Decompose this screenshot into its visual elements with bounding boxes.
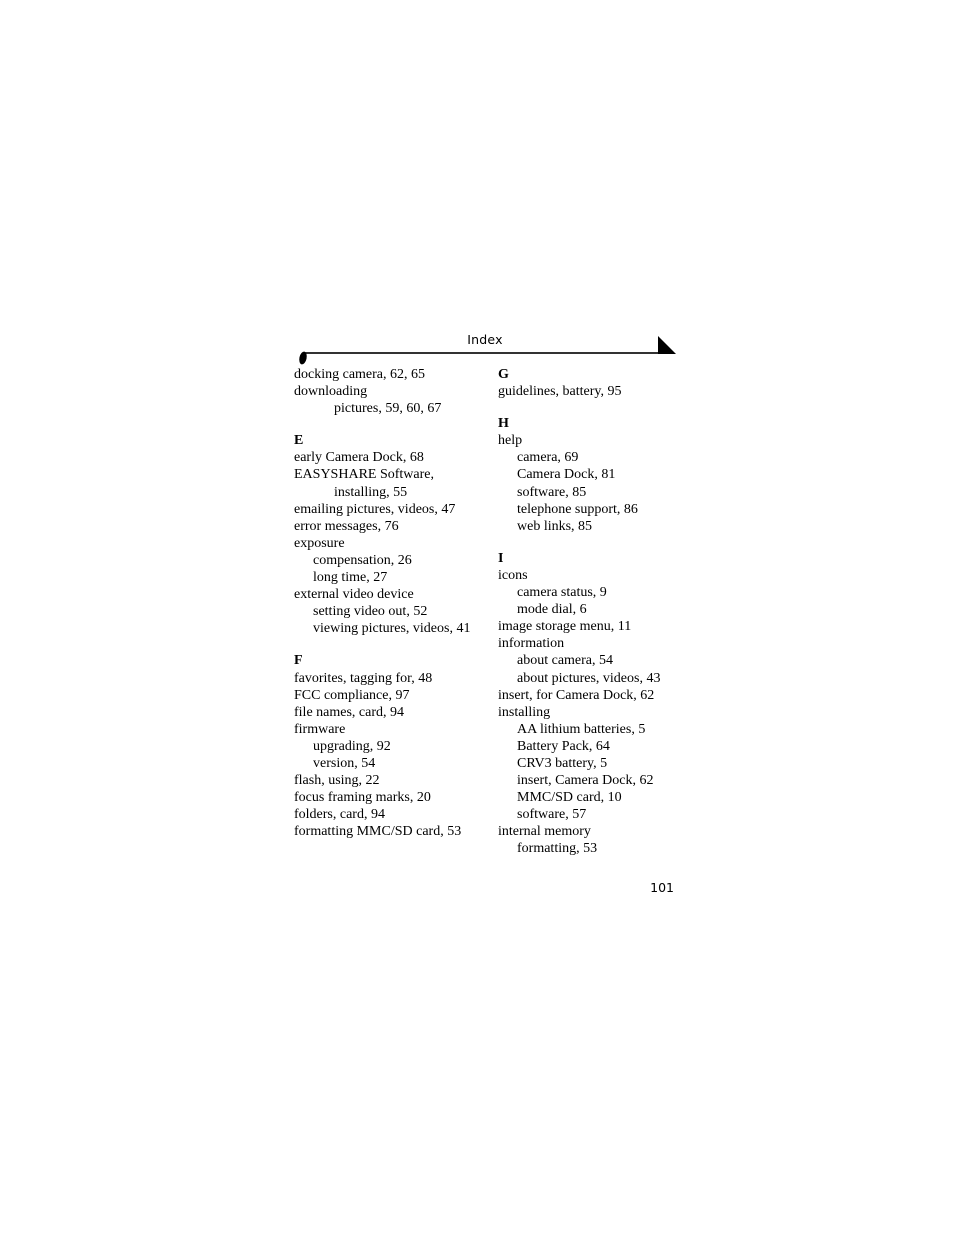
- index-entry: guidelines, battery, 95: [498, 384, 622, 400]
- index-subentry: pictures, 59, 60, 67: [334, 401, 442, 417]
- index-subentry: camera status, 9: [517, 585, 607, 601]
- page-number: 101: [650, 880, 674, 895]
- index-entry: file names, card, 94: [294, 704, 405, 720]
- section-letter: G: [498, 367, 509, 382]
- index-subentry: CRV3 battery, 5: [517, 755, 608, 771]
- index-entry: docking camera, 62, 65: [294, 367, 426, 382]
- index-subentry: insert, Camera Dock, 62: [517, 773, 654, 789]
- index-subentry: formatting, 53: [517, 841, 598, 857]
- index-subentry: camera, 69: [517, 450, 579, 466]
- index-subentry: MMC/SD card, 10: [517, 790, 622, 806]
- index-entry: external video device: [294, 587, 414, 603]
- index-entry: installing: [498, 704, 551, 720]
- index-entry: formatting MMC/SD card, 53: [294, 824, 462, 840]
- index-entry: favorites, tagging for, 48: [294, 670, 433, 686]
- index-entry: EASYSHARE Software,: [294, 467, 434, 483]
- header-rule-line: [303, 352, 658, 354]
- index-entry: exposure: [294, 535, 345, 551]
- index-subentry: about camera, 54: [517, 653, 614, 669]
- section-gap: [294, 417, 490, 432]
- section-letter: H: [498, 416, 509, 432]
- index-subentry: Battery Pack, 64: [517, 738, 610, 754]
- index-column-right: [498, 366, 698, 858]
- index-entry: error messages, 76: [294, 518, 399, 534]
- index-entry: early Camera Dock, 68: [294, 450, 424, 466]
- index-entry: FCC compliance, 97: [294, 687, 410, 703]
- index-entry: flash, using, 22: [294, 773, 380, 789]
- index-entry: emailing pictures, videos, 47: [294, 501, 456, 517]
- section-letter: E: [294, 433, 304, 449]
- index-entry: insert, for Camera Dock, 62: [498, 687, 655, 703]
- index-subentry: long time, 27: [313, 570, 388, 586]
- section-letter: I: [498, 550, 504, 566]
- section-letter: F: [294, 653, 303, 669]
- index-entry: focus framing marks, 20: [294, 790, 431, 806]
- index-subentry: Camera Dock, 81: [517, 467, 616, 483]
- index-subentry: viewing pictures, videos, 41: [313, 621, 471, 637]
- index-entry: internal memory: [498, 824, 591, 840]
- header-title: Index: [467, 332, 503, 347]
- index-subentry: version, 54: [313, 755, 376, 771]
- index-subentry: software, 85: [517, 484, 587, 500]
- index-subentry: upgrading, 92: [313, 738, 391, 754]
- index-subentry: software, 57: [517, 807, 587, 823]
- section-gap: [294, 637, 490, 652]
- index-subentry: installing, 55: [334, 484, 408, 500]
- index-entry: information: [498, 636, 565, 652]
- index-entry: help: [498, 433, 523, 449]
- header-rule-right-arrow: [658, 336, 676, 354]
- index-subentry: telephone support, 86: [517, 501, 638, 517]
- index-entry: downloading: [294, 384, 368, 400]
- index-subentry: web links, 85: [517, 518, 593, 534]
- index-subentry: AA lithium batteries, 5: [517, 721, 646, 737]
- index-entry: icons: [498, 567, 528, 583]
- index-column-left: [294, 366, 490, 840]
- index-entry: image storage menu, 11: [498, 619, 632, 635]
- index-entry: firmware: [294, 721, 346, 737]
- index-subentry: compensation, 26: [313, 552, 412, 568]
- index-subentry: about pictures, videos, 43: [517, 670, 661, 686]
- section-gap: [498, 535, 698, 550]
- index-subentry: mode dial, 6: [517, 602, 587, 618]
- section-gap: [498, 400, 698, 415]
- header-rule: [296, 334, 680, 366]
- index-subentry: setting video out, 52: [313, 604, 428, 620]
- index-entry: folders, card, 94: [294, 807, 385, 823]
